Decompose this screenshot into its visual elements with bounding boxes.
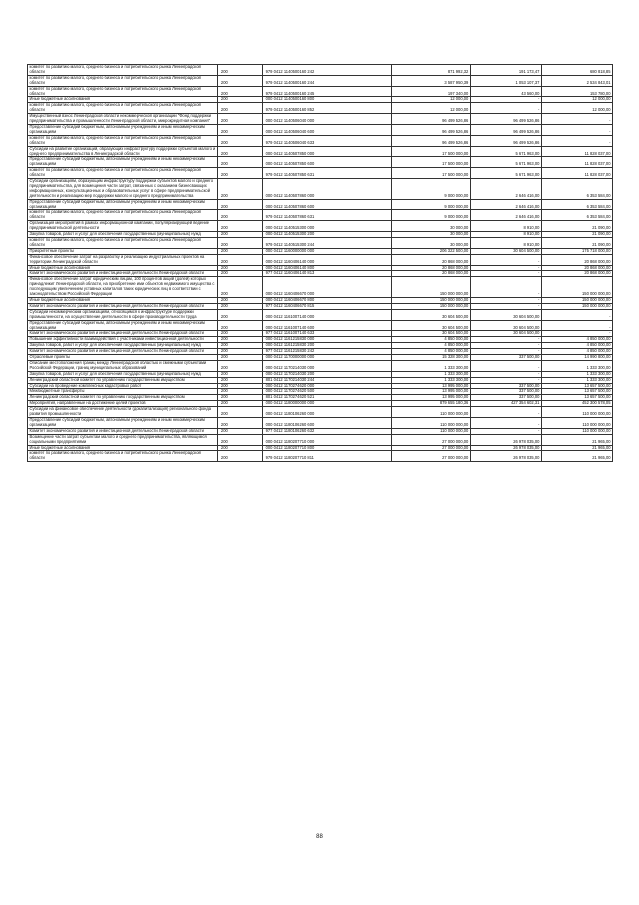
row-remaining-amount: 1 333 300,00 [541,377,612,383]
table-row [28,114,613,125]
row-budget-code: 801 0412 1170274620 521 [262,395,391,401]
row-line-code: 200 [217,320,262,331]
row-line-code: 200 [217,309,262,320]
row-executed-amount: 337 500,00 [470,389,541,395]
row-name: Финансовое обеспечение затрат на разработку и реализацию индустриальных проектов на территории Ленинградской области [28,254,218,265]
row-budget-code: 979 0412 1140506040 633 [262,135,391,146]
row-budget-code: 000 0412 1140500160 800 [262,97,391,103]
table-row [28,199,613,210]
row-remaining-amount: 150 000 000,00 [541,277,612,298]
row-name: Субсидии некоммерческим организациям, относящимся к инфраструктуре поддержки промышленности, на осуществление деятельности в сфере производительности труда [28,309,218,320]
row-line-code: 200 [217,271,262,277]
row-executed-amount: - [470,254,541,265]
row-name: Повышение эффективности взаимодействия с участниками инвестиционной деятельности [28,337,218,343]
row-approved-amount: 1 333 300,00 [391,371,470,377]
row-executed-amount: 2 646 416,00 [470,199,541,210]
row-budget-code: 000 0412 1161215830 200 [262,343,391,349]
page-number: 88 [316,834,323,840]
row-budget-code: 000 0412 1140506040 600 [262,124,391,135]
row-name: Иные бюджетные ассигнования [28,445,218,451]
row-approved-amount: 17 500 000,00 [391,146,470,157]
row-line-code: 200 [217,277,262,298]
row-budget-code: 977 0412 1160406140 813 [262,271,391,277]
row-executed-amount: - [470,349,541,355]
row-budget-code: 977 0412 1180106260 632 [262,428,391,434]
row-line-code: 200 [217,401,262,407]
row-line-code: 200 [217,337,262,343]
row-budget-code: 000 0412 1140515300 200 [262,232,391,238]
row-name: комитет по развитию малого, среднего бизнеса и потребительского рынка Ленинградской области [28,103,218,114]
row-name: Субсидии на финансовое обеспечение деятельности (докапитализация) регионального фонда развития промышленности [28,407,218,418]
row-name: Комитет экономического развития и инвестиционной деятельности Ленинградской области [28,271,218,277]
row-line-code: 200 [217,232,262,238]
row-line-code: 200 [217,331,262,337]
row-line-code: 200 [217,199,262,210]
row-line-code: 200 [217,451,262,462]
budget-execution-sheet [27,64,613,462]
row-budget-code: 977 0412 1161215830 242 [262,349,391,355]
row-line-code: 200 [217,343,262,349]
row-budget-code: 000 0412 1161007140 000 [262,309,391,320]
row-approved-amount: 27 000 000,00 [391,445,470,451]
row-name: Комитет экономического развития и инвестиционной деятельности Ленинградской области [28,349,218,355]
row-remaining-amount: 13 657 500,00 [541,383,612,389]
row-executed-amount: - [470,343,541,349]
budget-table [27,64,613,462]
row-remaining-amount: 21 965,00 [541,445,612,451]
row-line-code: 200 [217,65,262,76]
row-approved-amount: 1 333 300,00 [391,377,470,383]
row-budget-code: 979 0412 1180207710 811 [262,451,391,462]
row-budget-code: 000 0412 1180106260 600 [262,418,391,429]
row-budget-code: 979 0412 1140507850 631 [262,168,391,179]
row-remaining-amount: 110 000 000,00 [541,407,612,418]
row-remaining-amount: 12 000,00 [541,103,612,114]
row-remaining-amount: 11 828 037,00 [541,168,612,179]
row-remaining-amount: 110 000 000,00 [541,418,612,429]
row-line-code: 200 [217,97,262,103]
row-line-code: 200 [217,389,262,395]
row-budget-code: 979 0412 1140500160 242 [262,65,391,76]
row-executed-amount: - [470,377,541,383]
row-approved-amount: 30 000,00 [391,238,470,249]
row-approved-amount: 20 868 000,00 [391,271,470,277]
row-remaining-amount: - [541,114,612,125]
row-budget-code: 979 0412 1140515300 244 [262,238,391,249]
row-remaining-amount: 150 000 000,00 [541,303,612,309]
table-row [28,65,613,76]
row-remaining-amount: 1 333 300,00 [541,371,612,377]
row-executed-amount: 8 910,00 [470,238,541,249]
row-name: Возмещение части затрат субъектам малого и среднего предпринимательства, являющимся социальными предприятиями [28,434,218,445]
row-remaining-amount: 6 353 584,00 [541,179,612,200]
row-budget-code: 977 0412 1161007140 633 [262,331,391,337]
row-executed-amount: - [470,265,541,271]
row-line-code: 200 [217,445,262,451]
row-name: Предоставление субсидий бюджетным, автономным учреждениям и иным некоммерческим организациям [28,199,218,210]
row-line-code: 200 [217,146,262,157]
row-approved-amount: 17 500 000,00 [391,157,470,168]
row-budget-code: 000 0412 1180207710 000 [262,434,391,445]
table-row [28,277,613,298]
row-approved-amount: 12 000,00 [391,103,470,114]
row-executed-amount: 191 173,47 [470,65,541,76]
row-line-code: 200 [217,349,262,355]
row-budget-code: 000 0412 1170274620 000 [262,383,391,389]
row-name: Отраслевые проекты [28,355,218,361]
row-executed-amount: - [470,297,541,303]
row-name: Иные бюджетные ассигнования [28,97,218,103]
row-approved-amount: 17 500 000,00 [391,168,470,179]
row-remaining-amount: 21 090,00 [541,232,612,238]
row-line-code: 200 [217,265,262,271]
row-executed-amount: - [470,103,541,114]
row-approved-amount: 110 000 000,00 [391,418,470,429]
row-line-code: 200 [217,86,262,97]
table-row [28,418,613,429]
row-name: комитет по развитию малого, среднего бизнеса и потребительского рынка Ленинградской области [28,86,218,97]
row-name: Комитет экономического развития и инвестиционной деятельности Ленинградской области [28,331,218,337]
row-remaining-amount: - [541,124,612,135]
row-approved-amount: 96 499 526,86 [391,124,470,135]
row-budget-code: 000 0412 1170214030 200 [262,371,391,377]
row-budget-code: 801 0412 1170214030 244 [262,377,391,383]
row-executed-amount: 337 500,00 [470,355,541,361]
table-row [28,360,613,371]
table-row [28,135,613,146]
row-line-code: 200 [217,407,262,418]
row-budget-code: 000 0412 1140507850 000 [262,146,391,157]
row-approved-amount: 879 655 180,36 [391,401,470,407]
table-row [28,157,613,168]
row-name: Закупка товаров, работ и услуг для обеспечения государственных (муниципальных) нужд [28,232,218,238]
row-executed-amount: 2 646 416,00 [470,210,541,221]
row-name: Организация мероприятий в рамках информационной кампании, популяризирующей ведение предпринимательской деятельности [28,221,218,232]
row-remaining-amount: - [541,320,612,331]
row-remaining-amount: 11 828 037,00 [541,157,612,168]
row-remaining-amount: 12 000,00 [541,97,612,103]
row-executed-amount: 8 910,00 [470,221,541,232]
row-remaining-amount: 21 965,00 [541,451,612,462]
row-approved-amount: 871 992,32 [391,65,470,76]
row-remaining-amount: 452 300 578,05 [541,401,612,407]
row-line-code: 200 [217,377,262,383]
row-approved-amount: 197 340,00 [391,86,470,97]
row-line-code: 200 [217,360,262,371]
row-line-code: 200 [217,210,262,221]
row-approved-amount: 13 995 000,00 [391,389,470,395]
table-row [28,86,613,97]
row-name: Предоставление субсидий бюджетным, автономным учреждениям и иным некоммерческим организациям [28,320,218,331]
row-approved-amount: 30 000,00 [391,232,470,238]
row-approved-amount: 12 000,00 [391,97,470,103]
row-line-code: 200 [217,418,262,429]
table-row [28,221,613,232]
row-line-code: 200 [217,179,262,200]
row-line-code: 200 [217,135,262,146]
table-row [28,168,613,179]
row-executed-amount: 26 978 035,00 [470,434,541,445]
row-budget-code: 000 0412 1160406670 800 [262,297,391,303]
row-executed-amount: - [470,371,541,377]
row-name: Описание местоположения границ между Ленинградской областью и смежными субъектами Российской Федерации, границ муниципальных образований [28,360,218,371]
row-budget-code: 000 0412 1180207710 800 [262,445,391,451]
row-name: комитет по развитию малого, среднего бизнеса и потребительского рынка Ленинградской области [28,210,218,221]
row-approved-amount: 20 868 000,00 [391,254,470,265]
row-approved-amount: 150 000 000,00 [391,277,470,298]
row-approved-amount: 9 000 000,00 [391,199,470,210]
row-line-code: 200 [217,75,262,86]
row-executed-amount: - [470,360,541,371]
row-name: Межбюджетные трансферты [28,389,218,395]
table-row [28,146,613,157]
row-remaining-amount: 680 818,85 [541,65,612,76]
row-executed-amount: 30 604 500,00 [470,331,541,337]
table-row [28,210,613,221]
row-executed-amount: 96 499 526,86 [470,114,541,125]
row-approved-amount: 1 333 300,00 [391,360,470,371]
row-remaining-amount: 11 828 037,00 [541,146,612,157]
row-remaining-amount: 153 780,00 [541,86,612,97]
row-budget-code: 979 0412 1140500160 244 [262,75,391,86]
row-name: комитет по развитию малого, среднего бизнеса и потребительского рынка Ленинградской области [28,451,218,462]
row-line-code: 200 [217,248,262,254]
row-name: Мероприятия, направленные на достижение целей проектов [28,401,218,407]
row-budget-code: 979 0412 1140500160 245 [262,86,391,97]
row-remaining-amount: 1 333 300,00 [541,360,612,371]
row-executed-amount: 30 604 500,00 [470,309,541,320]
row-executed-amount: 337 500,00 [470,383,541,389]
row-executed-amount: 427 354 602,31 [470,401,541,407]
row-approved-amount: 27 000 000,00 [391,434,470,445]
row-budget-code: 000 0412 1140507850 600 [262,157,391,168]
row-budget-code: 000 0412 1180000000 000 [262,401,391,407]
row-executed-amount: 96 499 526,86 [470,124,541,135]
row-name: Предоставление субсидий бюджетным, автономным учреждениям и иным некоммерческим организациям [28,157,218,168]
row-line-code: 200 [217,221,262,232]
row-executed-amount: 30 604 500,00 [470,248,541,254]
row-executed-amount: 26 978 035,00 [470,445,541,451]
row-executed-amount: 337 500,00 [470,395,541,401]
row-remaining-amount: 175 718 000,00 [541,248,612,254]
row-executed-amount: - [470,303,541,309]
table-row [28,407,613,418]
row-remaining-amount: 14 990 800,00 [541,355,612,361]
row-name: Предоставление субсидий бюджетным, автономным учреждениям и иным некоммерческим организациям [28,418,218,429]
row-line-code: 200 [217,428,262,434]
row-budget-code: 000 0412 1161007140 600 [262,320,391,331]
row-name: комитет по развитию малого, среднего бизнеса и потребительского рынка Ленинградской области [28,168,218,179]
table-row [28,238,613,249]
row-approved-amount: 110 000 000,00 [391,407,470,418]
row-line-code: 200 [217,114,262,125]
row-budget-code: 000 0412 1161215830 000 [262,337,391,343]
row-name: комитет по развитию малого, среднего бизнеса и потребительского рынка Ленинградской области [28,135,218,146]
row-budget-code: 000 0412 1170000000 000 [262,355,391,361]
row-budget-code: 000 0412 1170274620 500 [262,389,391,395]
row-approved-amount: 96 499 526,86 [391,114,470,125]
row-line-code: 200 [217,168,262,179]
row-remaining-amount: 13 657 500,00 [541,389,612,395]
row-approved-amount: 9 000 000,00 [391,179,470,200]
row-remaining-amount: 21 965,00 [541,434,612,445]
row-approved-amount: 3 587 950,39 [391,75,470,86]
row-remaining-amount: 21 090,00 [541,238,612,249]
table-row [28,124,613,135]
row-executed-amount: - [470,337,541,343]
row-budget-code: 979 0412 1140507860 631 [262,210,391,221]
row-budget-code: 000 0412 1160000000 000 [262,248,391,254]
row-approved-amount: 4 850 000,00 [391,343,470,349]
row-name: Иные бюджетные ассигнования [28,265,218,271]
row-budget-code: 000 0412 1160406140 000 [262,254,391,265]
row-budget-code: 000 0412 1140507860 600 [262,199,391,210]
row-remaining-amount: 150 000 000,00 [541,297,612,303]
row-name: Субсидии на проведение комплексных кадастровых работ [28,383,218,389]
table-row [28,434,613,445]
row-name: комитет по развитию малого, среднего бизнеса и потребительского рынка Ленинградской области [28,238,218,249]
row-approved-amount: 27 000 000,00 [391,451,470,462]
table-row [28,309,613,320]
row-name: комитет по развитию малого, среднего бизнеса и потребительского рынка Ленинградской области [28,65,218,76]
row-name: Комитет экономического развития и инвестиционной деятельности Ленинградской области [28,303,218,309]
row-executed-amount: 5 671 963,00 [470,157,541,168]
row-executed-amount: 1 053 107,37 [470,75,541,86]
row-line-code: 200 [217,254,262,265]
row-line-code: 200 [217,297,262,303]
row-line-code: 200 [217,371,262,377]
row-executed-amount: - [470,277,541,298]
row-remaining-amount: 2 534 843,01 [541,75,612,86]
row-approved-amount: 150 000 000,00 [391,297,470,303]
row-approved-amount: 15 328 300,00 [391,355,470,361]
row-remaining-amount: - [541,135,612,146]
row-approved-amount: 96 499 526,86 [391,135,470,146]
table-row [28,103,613,114]
row-executed-amount: 43 560,00 [470,86,541,97]
row-remaining-amount: 4 850 000,00 [541,349,612,355]
row-executed-amount: 26 978 035,00 [470,451,541,462]
row-line-code: 200 [217,303,262,309]
row-name: Приоритетные проекты [28,248,218,254]
row-line-code: 200 [217,434,262,445]
row-approved-amount: 13 995 000,00 [391,383,470,389]
row-name: Иные бюджетные ассигнования [28,297,218,303]
row-remaining-amount: 21 090,00 [541,221,612,232]
row-budget-code: 000 0412 1140506040 000 [262,114,391,125]
row-budget-code: 000 0412 1160406140 800 [262,265,391,271]
row-name: Предоставление субсидий бюджетным, автономным учреждениям и иным некоммерческим организациям [28,124,218,135]
table-row [28,254,613,265]
row-line-code: 200 [217,355,262,361]
row-approved-amount: 110 000 000,00 [391,428,470,434]
row-remaining-amount: 20 868 000,00 [541,254,612,265]
row-approved-amount: 30 604 500,00 [391,320,470,331]
row-approved-amount: 30 604 500,00 [391,309,470,320]
row-executed-amount: 30 604 500,00 [470,320,541,331]
row-approved-amount: 4 850 000,00 [391,337,470,343]
row-approved-amount: 4 850 000,00 [391,349,470,355]
row-executed-amount: 5 671 963,00 [470,146,541,157]
row-approved-amount: 206 322 500,00 [391,248,470,254]
row-approved-amount: 150 000 000,00 [391,303,470,309]
row-remaining-amount: 4 850 000,00 [541,337,612,343]
row-name: Финансовое обеспечение затрат юридическим лицам, 100 процентов акций (долей) которых принадлежит Ленинградской области, на приобретение ими объектов недвижимого имущества с последующим увеличением уставных капиталов таких юридических лиц в соответствии с законодательством Российской Федерации [28,277,218,298]
table-row [28,320,613,331]
row-name: Закупка товаров, работ и услуг для обеспечения государственных (муниципальных) нужд [28,343,218,349]
row-remaining-amount: 4 850 000,00 [541,343,612,349]
row-name: Комитет экономического развития и инвестиционной деятельности Ленинградской области [28,428,218,434]
row-line-code: 200 [217,103,262,114]
table-row [28,179,613,200]
row-name: Субсидии на развитие организаций, образующих инфраструктуру поддержки субъектов малого и среднего предпринимательства в Ленинградской области [28,146,218,157]
row-approved-amount: 20 868 000,00 [391,265,470,271]
row-name: комитет по развитию малого, среднего бизнеса и потребительского рынка Ленинградской области [28,75,218,86]
row-executed-amount: 8 910,00 [470,232,541,238]
row-budget-code: 979 0412 1140500160 852 [262,103,391,114]
row-executed-amount: - [470,407,541,418]
row-budget-code: 000 0412 1160406670 000 [262,277,391,298]
row-name: Закупка товаров, работ и услуг для обеспечения государственных (муниципальных) нужд [28,371,218,377]
row-remaining-amount: 20 868 000,00 [541,265,612,271]
row-approved-amount: 13 995 000,00 [391,395,470,401]
row-remaining-amount: 110 000 000,00 [541,428,612,434]
row-budget-code: 977 0412 1160406670 815 [262,303,391,309]
row-executed-amount: 96 499 526,86 [470,135,541,146]
row-line-code: 200 [217,383,262,389]
table-row [28,451,613,462]
row-remaining-amount: 6 353 584,00 [541,210,612,221]
row-remaining-amount: 20 868 000,00 [541,271,612,277]
row-remaining-amount: - [541,331,612,337]
row-executed-amount: - [470,97,541,103]
table-row [28,75,613,86]
row-name: Имущественный взнос Ленинградской области некоммерческой организации "Фонд поддержки предпринимательства и промышленности Ленинградской области, микрокредитная компания" [28,114,218,125]
row-approved-amount: 30 000,00 [391,221,470,232]
row-executed-amount: - [470,418,541,429]
row-line-code: 200 [217,395,262,401]
row-executed-amount: - [470,428,541,434]
row-name: Ленинградский областной комитет по управлению государственным имуществом [28,395,218,401]
row-name: Ленинградский областной комитет по управлению государственным имуществом [28,377,218,383]
row-executed-amount: 2 646 416,00 [470,179,541,200]
row-budget-code: 000 0412 1170214030 000 [262,360,391,371]
row-line-code: 200 [217,124,262,135]
row-remaining-amount: 6 353 584,00 [541,199,612,210]
row-budget-code: 000 0412 1140507860 000 [262,179,391,200]
row-name: Субсидии организациям, образующим инфраструктуру поддержки субъектов малого и среднего предпринимательства, для возмещения части затрат, связанных с оказанием бизнесвающих информационных, консультационных и образовательных услуг в сфере предпринимательской деятельности и реализацию мер поддержки малого и среднего предпринимательства [28,179,218,200]
row-approved-amount: 30 604 500,00 [391,331,470,337]
row-remaining-amount: 13 657 500,00 [541,395,612,401]
budget-table-body [28,65,613,462]
row-line-code: 200 [217,238,262,249]
row-executed-amount: - [470,271,541,277]
row-remaining-amount: - [541,309,612,320]
row-approved-amount: 9 000 000,00 [391,210,470,221]
row-budget-code: 000 0412 1140515300 000 [262,221,391,232]
row-executed-amount: 5 671 963,00 [470,168,541,179]
row-budget-code: 000 0412 1180106260 000 [262,407,391,418]
row-line-code: 200 [217,157,262,168]
